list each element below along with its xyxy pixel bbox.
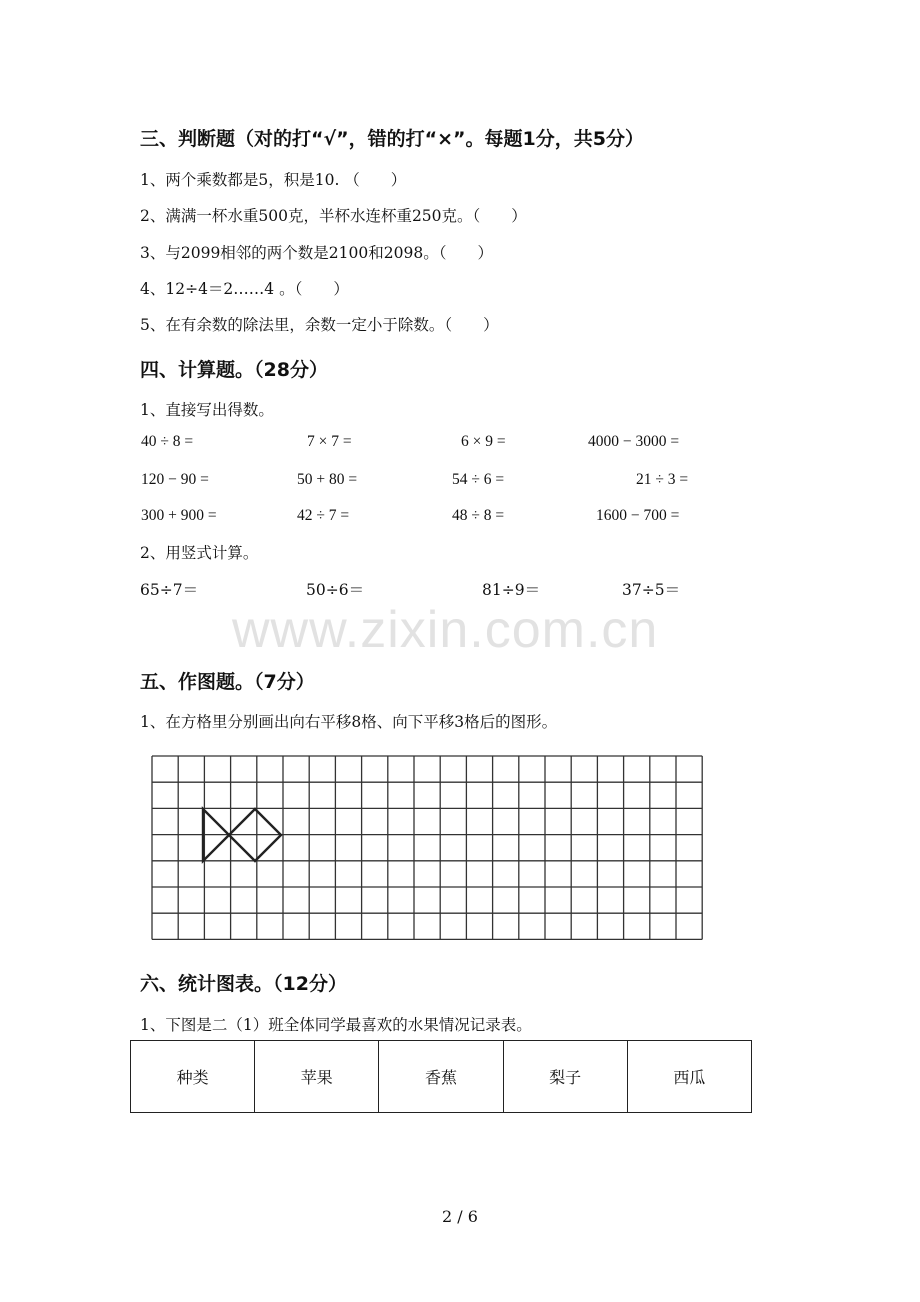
calc-item: 40 ÷ 8 = <box>141 433 194 450</box>
section4-heading: 四、计算题。（28分） <box>140 359 328 381</box>
table-row <box>131 1041 752 1113</box>
calc-item: 1600 − 700 = <box>596 507 680 524</box>
vertical-calc-item: 65÷7＝ <box>140 581 199 599</box>
judge-item-5: 5、在有余数的除法里，余数一定小于除数。（ ） <box>140 316 499 334</box>
square-grid <box>150 754 708 944</box>
section6-heading: 六、统计图表。（12分） <box>140 973 347 995</box>
vertical-calc-item: 37÷5＝ <box>622 581 681 599</box>
watermark: www.zixin.com.cn <box>232 601 659 659</box>
calc-item: 300 + 900 = <box>141 507 217 524</box>
calc-item: 6 × 9 = <box>461 433 506 450</box>
judge-item-4: 4、12÷4＝2……4 。（ ） <box>140 280 349 298</box>
calc-q2-label: 2、用竖式计算。 <box>140 544 259 562</box>
table-cell-kind: 种类 <box>131 1041 255 1113</box>
table-cell-watermelon: 西瓜 <box>627 1041 751 1113</box>
calc-item: 120 − 90 = <box>141 471 209 488</box>
calc-item: 4000 − 3000 = <box>588 433 680 450</box>
section5-heading: 五、作图题。（7分） <box>140 671 315 693</box>
calc-item: 42 ÷ 7 = <box>297 507 350 524</box>
judge-item-2: 2、满满一杯水重500克，半杯水连杯重250克。（ ） <box>140 207 527 225</box>
vertical-calc-item: 81÷9＝ <box>482 581 541 599</box>
page-number: 2 / 6 <box>442 1207 478 1226</box>
judge-item-1: 1、两个乘数都是5，积是10. （ ） <box>140 171 407 189</box>
table-cell-apple: 苹果 <box>255 1041 379 1113</box>
calc-item: 54 ÷ 6 = <box>452 471 505 488</box>
calc-item: 50 + 80 = <box>297 471 358 488</box>
fruit-table <box>130 1040 752 1113</box>
section3-heading: 三、判断题（对的打“√”，错的打“×”。每题1分，共5分） <box>140 128 644 150</box>
calc-item: 21 ÷ 3 = <box>636 471 689 488</box>
calc-item: 48 ÷ 8 = <box>452 507 505 524</box>
vertical-calc-item: 50÷6＝ <box>306 581 365 599</box>
drawing-q1-label: 1、在方格里分别画出向右平移8格、向下平移3格后的图形。 <box>140 713 558 731</box>
calc-q1-label: 1、直接写出得数。 <box>140 401 274 419</box>
judge-item-3: 3、与2099相邻的两个数是2100和2098。（ ） <box>140 244 493 262</box>
stats-q1-label: 1、下图是二（1）班全体同学最喜欢的水果情况记录表。 <box>140 1016 532 1034</box>
table-cell-pear: 梨子 <box>503 1041 627 1113</box>
table-cell-banana: 香蕉 <box>379 1041 503 1113</box>
calc-item: 7 × 7 = <box>307 433 352 450</box>
